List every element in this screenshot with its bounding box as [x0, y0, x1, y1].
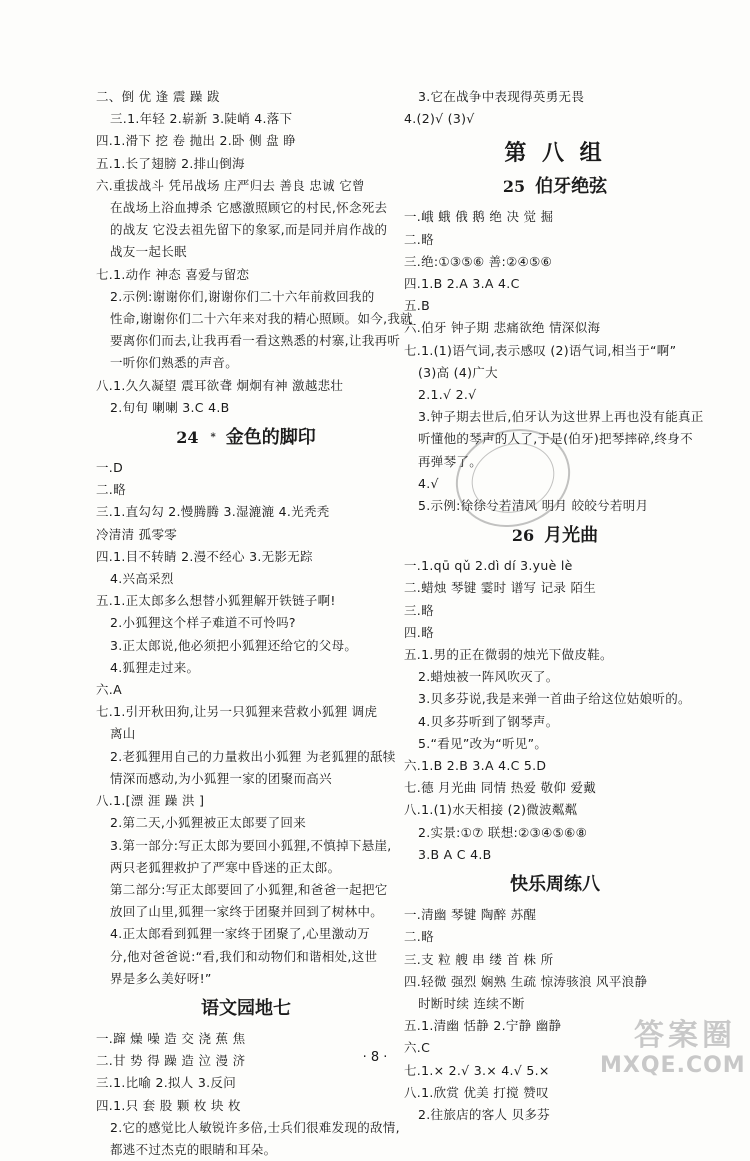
- text-line: 七.德 月光曲 同情 热爱 敬仰 爱戴: [404, 780, 597, 796]
- text-line: 四.1.B 2.A 3.A 4.C: [404, 276, 520, 292]
- text-line: 八.1.久久凝望 震耳欲聋 炯炯有神 激越悲壮: [96, 377, 344, 393]
- text-line: 性命,谢谢你们二十六年来对我的精心照顾。如今,我就: [110, 311, 413, 327]
- text-line: 4.(2)√ (3)√: [404, 111, 475, 127]
- text-line: 时断时续 连续不断: [418, 995, 525, 1011]
- left-column: [96, 86, 413, 1161]
- text-line: 一.峨 蛾 俄 鹅 绝 决 觉 掘: [404, 209, 554, 225]
- text-line: 四.轻微 强烈 娴熟 生疏 惊涛骇浪 风平浪静: [404, 973, 648, 989]
- section-23-answers: [96, 86, 413, 419]
- text-line: 2.老狐狸用自己的力量救出小狐狸 为老狐狸的舐犊: [110, 748, 396, 764]
- text-line: 五.1.正太郎多么想替小狐狸解开铁链子啊!: [96, 593, 336, 609]
- text-line: 冷清清 孤零零: [96, 526, 178, 542]
- text-line: 五.1.长了翅膀 2.排山倒海: [96, 155, 245, 171]
- text-line: 第二部分:写正太郎要回了小狐狸,和爸爸一起把它: [110, 881, 388, 897]
- lesson-name: 月光曲: [544, 525, 599, 547]
- text-line: 三.1.比喻 2.拟人 3.反问: [96, 1075, 236, 1091]
- text-line: 八.1.欣赏 优美 打搅 赞叹: [404, 1084, 549, 1100]
- lesson-title-26: [404, 523, 706, 549]
- text-line: 七.1.(1)语气词,表示感叹 (2)语气词,相当于“啊”: [404, 342, 677, 358]
- lesson-name: 伯牙绝弦: [535, 176, 608, 198]
- text-line: 3.贝多芬说,我是来弹一首曲子给这位姑娘听的。: [418, 691, 691, 707]
- text-line: 2.示例:谢谢你们,谢谢你们二十六年前救回我的: [110, 288, 375, 304]
- text-line: 五.B: [404, 298, 430, 314]
- text-line: 2.小狐狸这个样子难道不可怜吗?: [110, 615, 296, 631]
- text-line: 分,他对爸爸说:“看,我们和动物们和谐相处,这世: [110, 948, 378, 964]
- section-title-happy-weekly: 快乐周练八: [510, 874, 600, 896]
- text-line: 2.实景:①⑦ 联想:②③④⑤⑥⑧: [418, 824, 588, 840]
- section-23-continued: [404, 86, 706, 130]
- text-line: 八.1.(1)水天相接 (2)微波粼粼: [404, 802, 578, 818]
- text-line: 四.1.只 套 股 颗 枚 块 枚: [96, 1097, 241, 1113]
- text-line: 一.D: [96, 460, 123, 476]
- text-line: 2.它的感觉比人敏锐许多倍,士兵们很难发现的敌情,: [110, 1119, 400, 1135]
- text-line: 二、倒 优 逢 震 躁 跋: [96, 89, 220, 104]
- section-24-answers: [96, 457, 396, 990]
- text-line: 六.A: [96, 682, 122, 698]
- text-line: 4.狐狸走过来。: [110, 659, 200, 675]
- text-line: 二.略: [404, 929, 434, 945]
- text-line: 两只老狐狸救护了严寒中昏迷的正太郎。: [110, 859, 341, 875]
- text-line: 3.第一部分:写正太郎为要回小狐狸,不慎掉下悬崖,: [110, 837, 392, 853]
- text-line: 4.兴高采烈: [110, 571, 174, 587]
- text-line: 三.略: [404, 602, 434, 618]
- text-line: 4.贝多芬听到了钢琴声。: [418, 713, 559, 729]
- text-line: 六.重拔战斗 凭吊战场 庄严归去 善良 忠诚 它曾: [96, 177, 365, 193]
- watermark-top: 答案圈: [634, 1018, 736, 1053]
- text-line: 4.正太郎看到狐狸一家终于团聚了,心里激动万: [110, 926, 371, 942]
- lesson-mark: *: [210, 432, 216, 444]
- lesson-title-24: [96, 425, 396, 451]
- section-26-answers: [404, 555, 706, 866]
- text-line: 2.蜡烛被一阵风吹灭了。: [418, 669, 559, 685]
- text-line: 在战场上浴血搏杀 它感激照顾它的村民,怀念死去: [110, 200, 388, 216]
- text-line: 三.支 粒 艘 串 缕 首 株 所: [404, 951, 554, 967]
- text-line: 3.正太郎说,他必须把小狐狸还给它的父母。: [110, 637, 358, 653]
- text-line: 一听你们熟悉的声音。: [110, 355, 239, 371]
- watermark-bottom: MXQE.COM: [600, 1053, 746, 1078]
- text-line: 五.1.男的正在微弱的烛光下做皮鞋。: [404, 647, 613, 663]
- watermark-logo: [600, 1018, 746, 1093]
- section-yuwen-answers: [96, 1028, 400, 1161]
- text-line: 3.钟子期去世后,伯牙认为这世界上再也没有能真正: [418, 409, 704, 425]
- text-line: 2.旬旬 喇喇 3.C 4.B: [110, 399, 230, 415]
- text-line: 5.“看见”改为“听见”。: [418, 735, 548, 751]
- text-line: 放回了山里,狐狸一家终于团聚并回到了树林中。: [110, 904, 384, 920]
- text-line: 的战友 它没去祖先留下的象冢,而是同并肩作战的: [110, 222, 388, 238]
- lesson-title-25: [404, 174, 706, 200]
- text-line: 四.略: [404, 624, 434, 640]
- text-line: 一.清幽 琴键 陶醉 苏醒: [404, 907, 537, 923]
- text-line: 三.绝:①③⑤⑥ 善:②④⑤⑥: [404, 253, 553, 269]
- text-line: 七.1.动作 神态 喜爱与留恋: [96, 266, 250, 282]
- text-line: 八.1.[漂 涯 躁 洪 ]: [96, 793, 205, 809]
- text-line: 二.甘 势 得 躁 造 泣 漫 济: [96, 1053, 246, 1069]
- text-line: 二.略: [96, 482, 126, 498]
- text-line: 要离你们而去,让我再看一看这熟悉的村寨,让我再听: [110, 333, 401, 349]
- text-line: 一.蹿 燥 噪 造 交 浇 蕉 焦: [96, 1030, 246, 1046]
- text-line: 界是多么美好呀!”: [110, 970, 212, 986]
- text-line: 2.往旅店的客人 贝多芬: [418, 1106, 550, 1122]
- lesson-number: 25: [502, 177, 526, 197]
- text-line: 四.1.滑下 挖 卷 抛出 2.卧 侧 盘 睁: [96, 133, 297, 149]
- text-line: 3.B A C 4.B: [418, 846, 492, 862]
- text-line: 情深而感动,为小狐狸一家的团聚而高兴: [110, 770, 332, 786]
- text-line: 3.它在战争中表现得英勇无畏: [418, 89, 585, 104]
- lesson-number: 24: [176, 428, 199, 448]
- text-line: 七.1.× 2.√ 3.× 4.√ 5.×: [404, 1062, 550, 1078]
- lesson-name: 金色的脚印: [225, 427, 316, 449]
- group-title: 第 八 组: [504, 140, 606, 167]
- text-line: 再弹琴了。: [418, 453, 483, 469]
- right-column: [404, 86, 706, 1126]
- text-line: 4.√: [418, 475, 439, 491]
- text-line: 六.伯牙 钟子期 悲痛欲绝 情深似海: [404, 320, 601, 336]
- text-line: 二.蜡烛 琴键 霎时 谱写 记录 陌生: [404, 580, 597, 596]
- text-line: 六.1.B 2.B 3.A 4.C 5.D: [404, 758, 547, 774]
- text-line: 战友一起长眠: [110, 244, 187, 260]
- text-line: 四.1.目不转睛 2.漫不经心 3.无影无踪: [96, 548, 313, 564]
- section-title-yuwen-yuandi: 语文园地七: [201, 997, 291, 1019]
- page-number: · 8 ·: [362, 1050, 388, 1065]
- text-line: (3)高 (4)广大: [418, 364, 498, 380]
- text-line: 2.1.√ 2.√: [418, 387, 477, 403]
- text-line: 三.1.年轻 2.崭新 3.陡峭 4.落下: [110, 111, 293, 127]
- text-line: 五.1.清幽 恬静 2.宁静 幽静: [404, 1018, 562, 1034]
- lesson-number: 26: [511, 526, 535, 546]
- text-line: 听懂他的琴声的人了,于是(伯牙)把琴摔碎,终身不: [418, 431, 693, 447]
- text-line: 七.1.引开秋田狗,让另一只狐狸来营救小狐狸 调虎: [96, 704, 378, 720]
- text-line: 都逃不过杰克的眼睛和耳朵。: [110, 1141, 277, 1157]
- text-line: 三.1.直勾勾 2.慢腾腾 3.湿漉漉 4.光秃秃: [96, 504, 330, 520]
- text-line: 离山: [110, 726, 136, 742]
- text-line: 六.C: [404, 1040, 431, 1056]
- text-line: 5.示例:徐徐兮若清风 明月 皎皎兮若明月: [418, 498, 649, 514]
- text-line: 2.第二天,小狐狸被正太郎要了回来: [110, 815, 307, 831]
- text-line: 二.略: [404, 231, 434, 247]
- text-line: 一.1.qū qǔ 2.dì dí 3.yuè lè: [404, 558, 573, 574]
